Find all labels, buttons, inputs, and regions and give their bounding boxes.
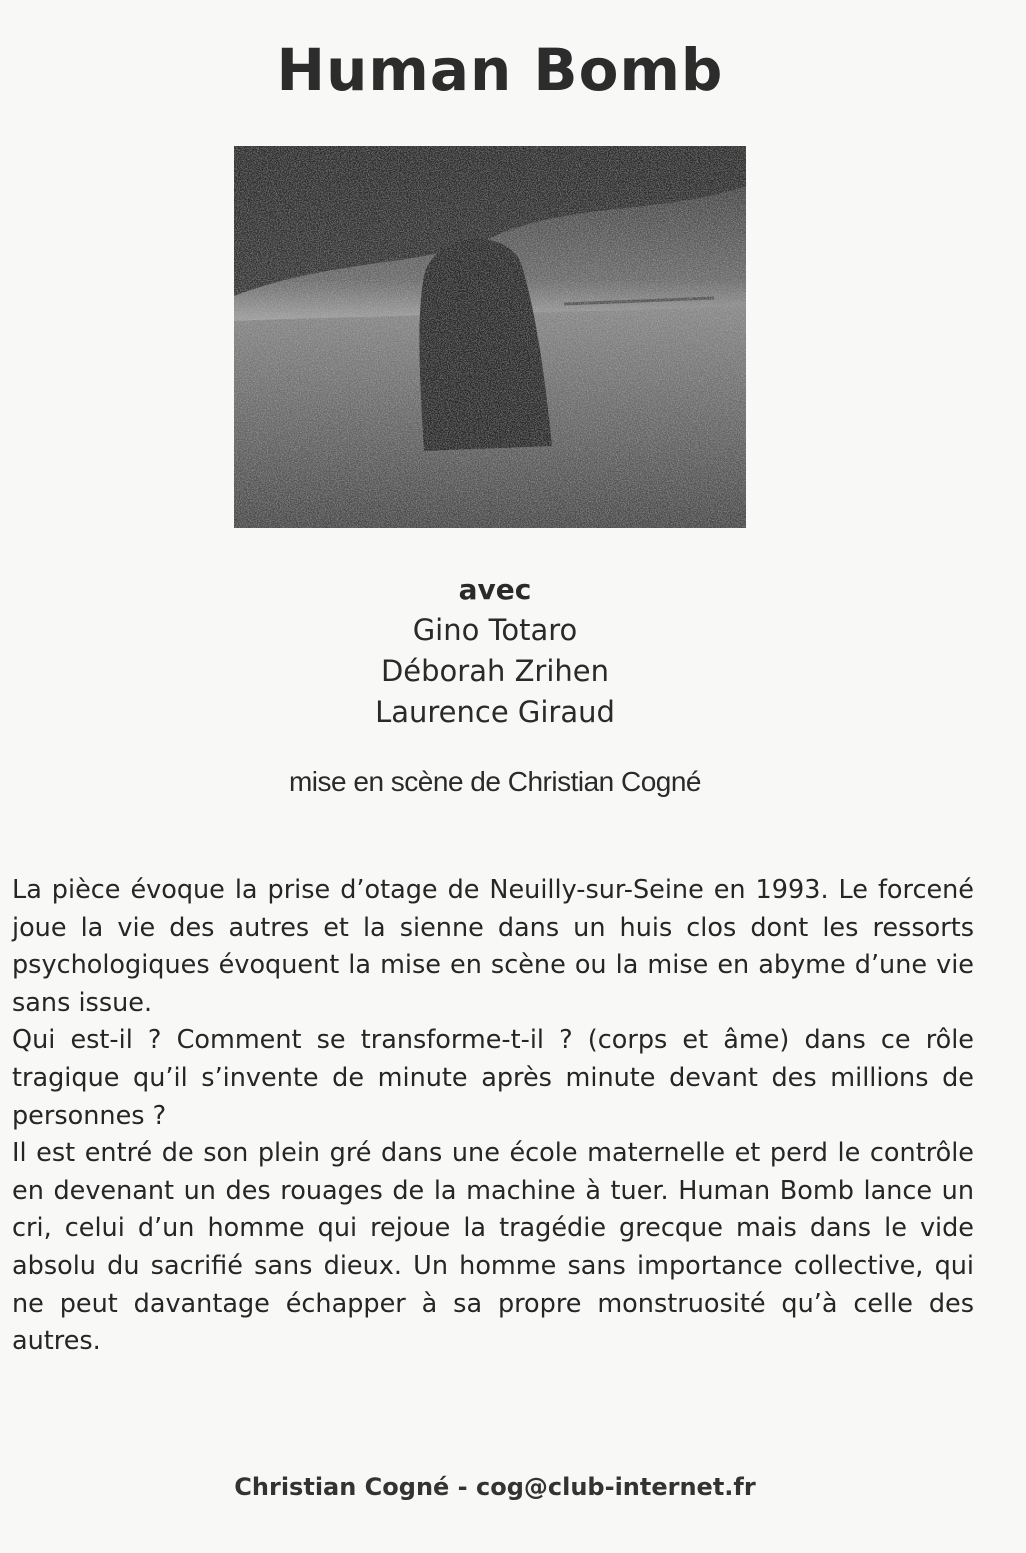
- actor-name: Laurence Giraud: [375, 695, 615, 729]
- actor-name: Gino Totaro: [412, 613, 578, 647]
- description-paragraph: La pièce évoque la prise d’otage de Neuilly-sur-Seine en 1993. Le forcené joue la vie des autres et la sienne dans un huis clos dont les ressorts psychologiques évoquent la mise en scène ou la mise en abyme d’une vie sans issue.: [12, 875, 974, 1018]
- description: [12, 872, 974, 1361]
- description-paragraph: Qui est-il ? Comment se transforme-t-il ? (corps et âme) dans ce rôle tragique qu’il s’invente de minute après minute devant des millions de personnes ?: [12, 1025, 974, 1131]
- halftone-figure-photo: [234, 146, 746, 528]
- contact-footer: Christian Cogné - cog@club-internet.fr: [234, 1473, 756, 1501]
- director-credit: mise en scène de Christian Cogné: [288, 766, 701, 797]
- description-paragraph: Il est entré de son plein gré dans une école maternelle et perd le contrôle en devenant un des rouages de la machine à tuer. Human Bomb lance un cri, celui d’un homme qui rejoue la tragédie grecque mais dans le vide absolu du sacrifié sans dieux. Un homme sans importance collective, qui ne peut davantage échapper à sa propre monstruosité qu’à celle des autres.: [12, 1138, 974, 1357]
- actor-name: Déborah Zrihen: [380, 654, 610, 688]
- cast-heading: avec: [458, 573, 532, 606]
- page-title: Human Bomb: [276, 36, 724, 104]
- cast-block: [0, 570, 990, 733]
